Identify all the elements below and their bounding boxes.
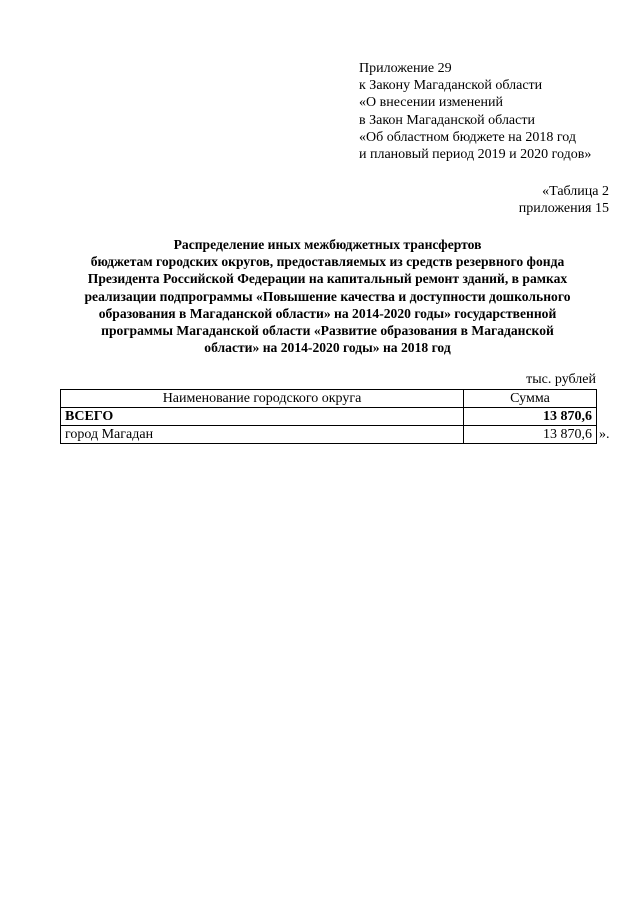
units-label: тыс. рублей — [526, 372, 596, 387]
title-line: Президента Российской Федерации на капитальный ремонт зданий, в рамках — [87, 271, 568, 287]
table-row — [61, 426, 597, 444]
appendix-line: и плановый период 2019 и 2020 годов» — [359, 147, 592, 163]
title-line: реализации подпрограммы «Повышение качества и доступности дошкольного — [84, 288, 571, 304]
total-row — [61, 408, 597, 426]
total-sum: 13 870,6 — [464, 408, 597, 426]
title-line: области» на 2014-2020 годы» на 2018 год — [204, 340, 451, 356]
appendix-line: к Закону Магаданской области — [359, 78, 543, 94]
title-line: образования в Магаданской области» на 2014-2020 годы» государственной — [98, 305, 557, 321]
table-reference-line: приложения 15 — [518, 201, 609, 217]
appendix-line: «О внесении изменений — [359, 95, 503, 111]
total-name: ВСЕГО — [61, 408, 464, 426]
closing-mark: ». — [599, 427, 610, 442]
header-name: Наименование городского округа — [61, 390, 464, 408]
document-title — [55, 236, 600, 356]
title-line: программы Магаданской области «Развитие образования в Магаданской — [101, 323, 554, 339]
title-line: бюджетам городских округов, предоставляемых из средств резервного фонда — [90, 254, 565, 270]
header-sum: Сумма — [464, 390, 597, 408]
row-name: город Магадан — [61, 426, 464, 444]
table-reference-line: «Таблица 2 — [542, 184, 609, 199]
table-reference — [519, 183, 609, 217]
row-sum: 13 870,6 — [464, 426, 597, 444]
title-line: Распределение иных межбюджетных трансфертов — [173, 237, 482, 252]
transfers-table — [60, 389, 597, 444]
appendix-line: Приложение 29 — [359, 61, 452, 76]
appendix-line: «Об областном бюджете на 2018 год — [359, 129, 576, 145]
appendix-line: в Закон Магаданской области — [359, 112, 535, 128]
appendix-header — [359, 60, 591, 163]
table-header-row — [61, 390, 597, 408]
